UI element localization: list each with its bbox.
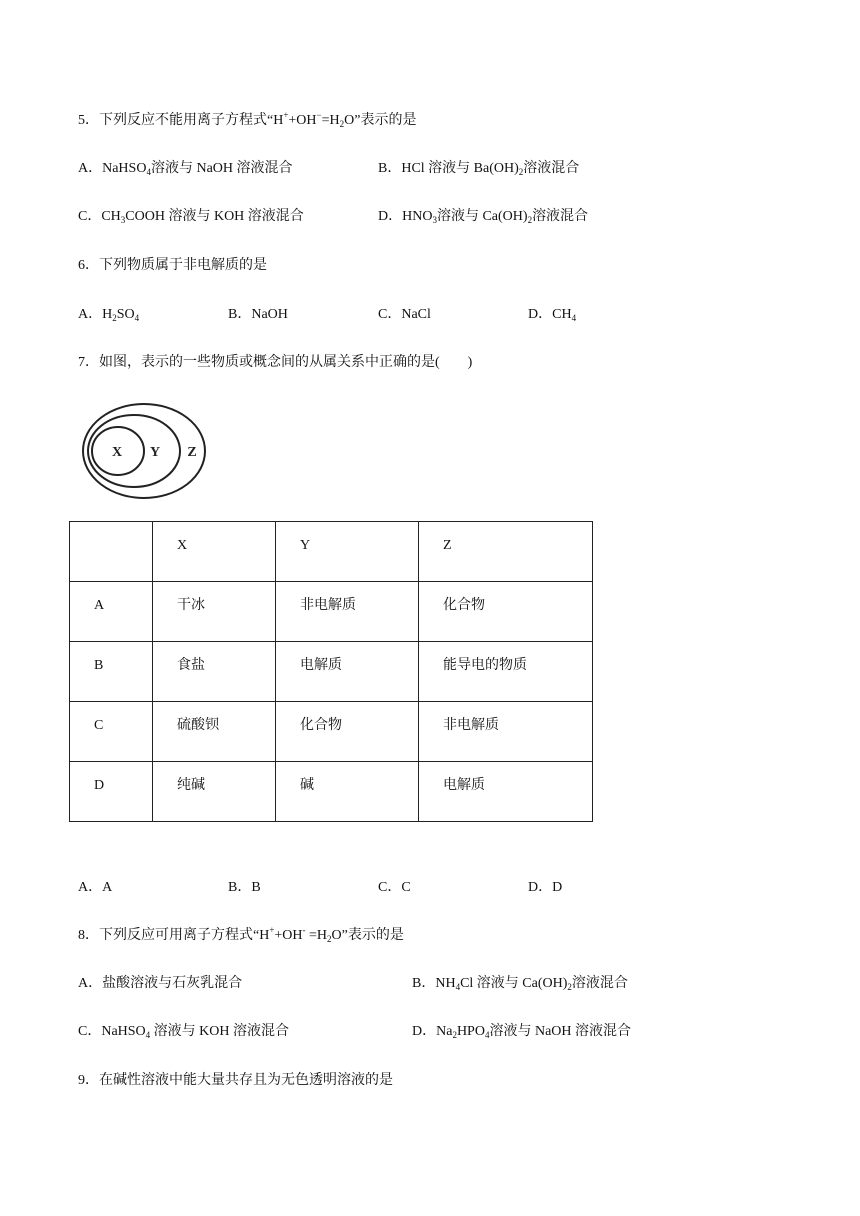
q7-stem: 7．如图，表示的一些物质或概念间的从属关系中正确的是( ): [78, 355, 473, 370]
q5-option-b: B．HCl 溶液与 $Ba(OH)_2$溶液混合: [378, 161, 580, 177]
q7-option-b: B．B: [228, 880, 261, 895]
q5-stem: 5．下列反应不能用离子方程式“$H^++OH^-=H_2O$”表示的是: [78, 110, 417, 129]
q7-option-d: D．D: [528, 880, 563, 895]
table-cell: 电解质: [276, 642, 419, 702]
venn-label-x: X: [111, 445, 123, 460]
table-cell: 电解质: [419, 762, 593, 822]
table-cell: Z: [419, 522, 593, 582]
table-row: [70, 642, 593, 702]
q7-option-c: C．C: [378, 880, 411, 895]
q8-option-a: A．盐酸溶液与石灰乳混合: [78, 976, 243, 991]
table-cell: 硫酸钡: [153, 702, 276, 762]
table-cell: C: [70, 702, 153, 762]
q7-table: [69, 521, 593, 822]
table-cell: 非电解质: [419, 702, 593, 762]
table-row: [70, 702, 593, 762]
table-cell: B: [70, 642, 153, 702]
q6-stem: 6．下列物质属于非电解质的是: [78, 258, 267, 273]
q8-stem: 8．下列反应可用离子方程式“$H^++OH^- =H_2O$”表示的是: [78, 925, 404, 944]
q9-stem: 9．在碱性溶液中能大量共存且为无色透明溶液的是: [78, 1073, 393, 1088]
venn-label-z: Z: [187, 445, 197, 460]
q6-option-a: A．$H_2SO_4$: [78, 307, 140, 323]
table-row: [70, 582, 593, 642]
venn-circle-y: [88, 415, 180, 487]
table-cell: 能导电的物质: [419, 642, 593, 702]
table-header-row: [70, 522, 593, 582]
table-cell: 化合物: [419, 582, 593, 642]
q5-option-d: D．$HNO_3$溶液与 $Ca(OH)_2$溶液混合: [378, 209, 589, 225]
table-cell: 非电解质: [276, 582, 419, 642]
table-cell: X: [153, 522, 276, 582]
q8-option-b: B．$NH_4Cl$ 溶液与 $Ca(OH)_2$溶液混合: [412, 976, 628, 992]
table-cell: [70, 522, 153, 582]
q7-option-a: A．A: [78, 880, 113, 895]
table-cell: A: [70, 582, 153, 642]
q5-option-a: A．NaHSO$_4$溶液与 NaOH 溶液混合: [78, 161, 293, 177]
table-cell: 化合物: [276, 702, 419, 762]
table-cell: D: [70, 762, 153, 822]
table-row: [70, 762, 593, 822]
table-cell: 碱: [276, 762, 419, 822]
table-cell: 食盐: [153, 642, 276, 702]
venn-diagram: [82, 401, 212, 501]
q6-option-b: B．NaOH: [228, 307, 288, 322]
table-cell: 纯碱: [153, 762, 276, 822]
q5-option-c: C．$CH_3COOH$ 溶液与 KOH 溶液混合: [78, 209, 304, 225]
table-cell: 干冰: [153, 582, 276, 642]
venn-label-y: Y: [149, 445, 161, 460]
table-cell: Y: [276, 522, 419, 582]
q6-option-d: D．$CH_4$: [528, 307, 577, 323]
q6-option-c: C．NaCl: [378, 307, 431, 322]
q8-option-d: D．$Na_2HPO_4$溶液与 NaOH 溶液混合: [412, 1024, 631, 1040]
q8-option-c: C．NaHSO$_4$ 溶液与 KOH 溶液混合: [78, 1024, 290, 1040]
